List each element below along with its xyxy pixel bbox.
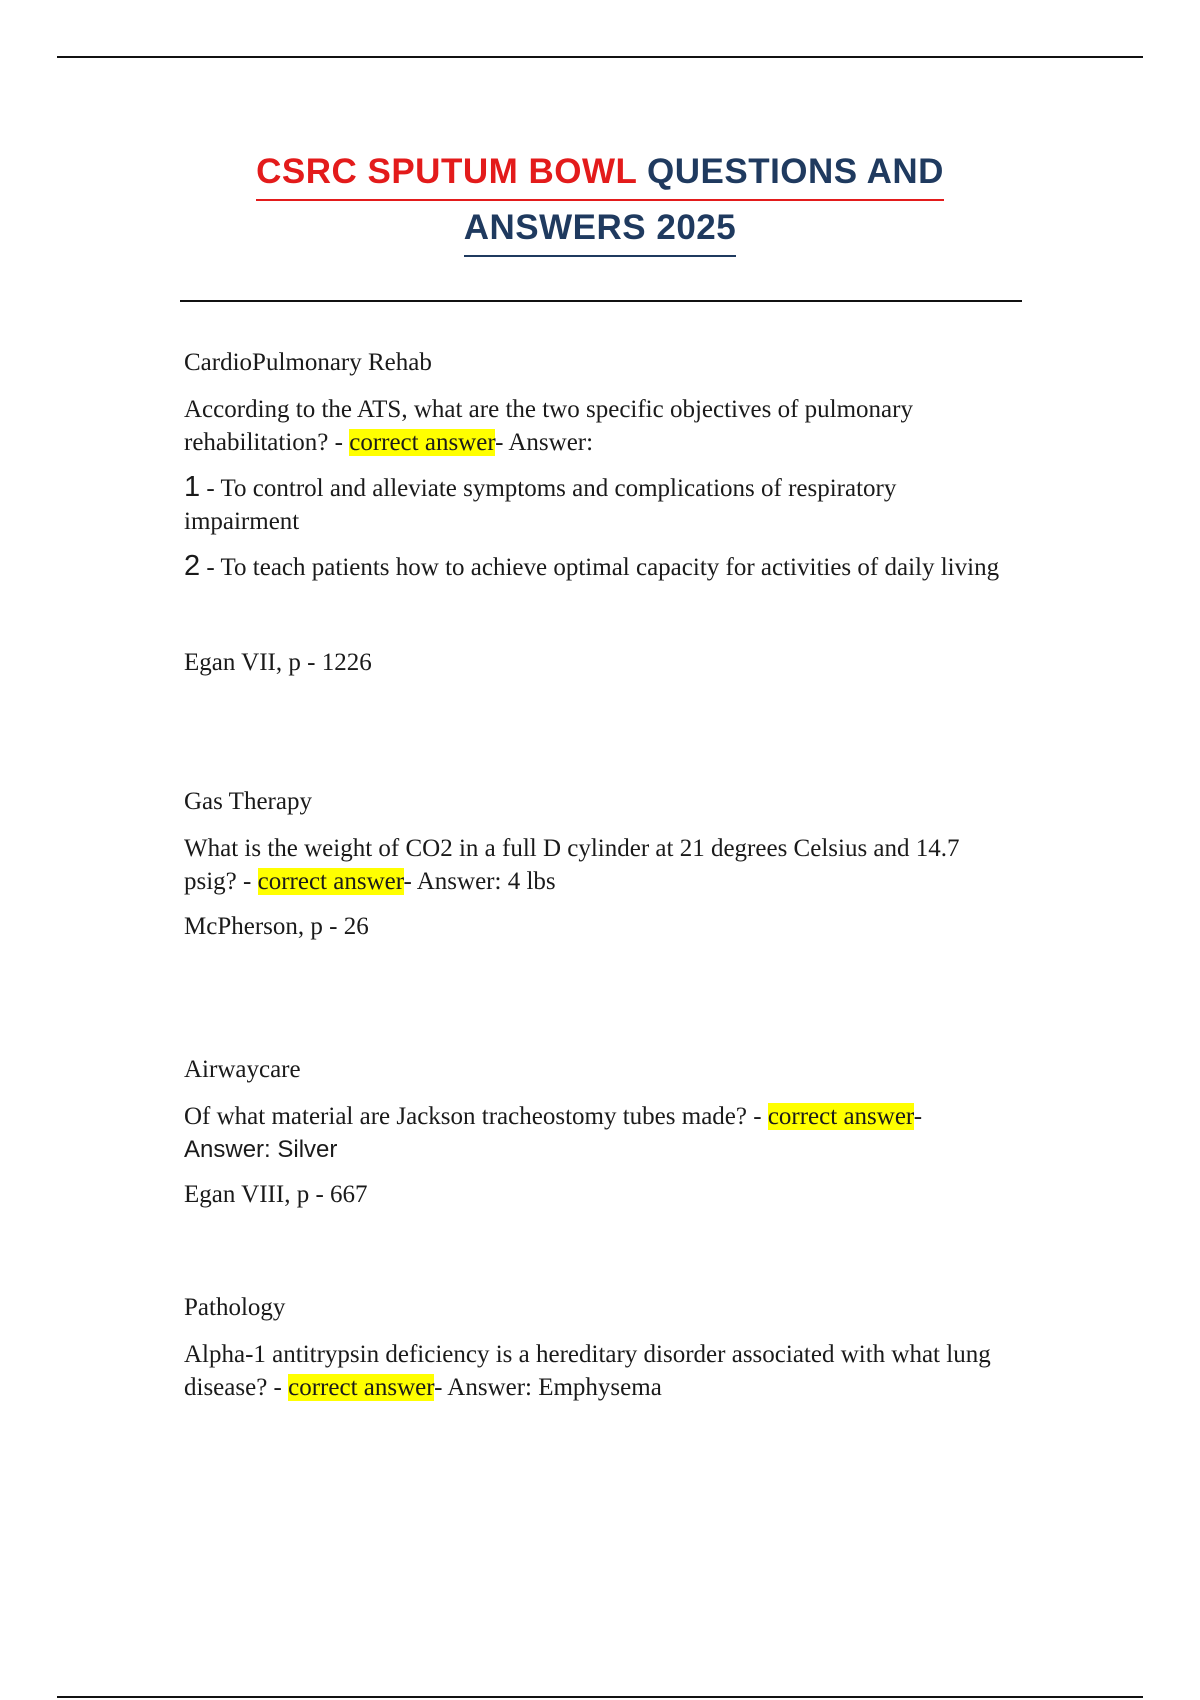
title-line-1: [256, 145, 944, 201]
answer-item: [184, 471, 1014, 538]
answer-line: Answer: Silver: [184, 1136, 338, 1163]
reference: McPherson, p - 26: [184, 913, 369, 940]
qa-section: [184, 346, 1014, 679]
answer-item: [184, 550, 1014, 584]
reference: Egan VIII, p - 667: [184, 1181, 368, 1208]
item-text: - To control and alleviate symptoms and complications of respiratory impairment: [184, 475, 897, 535]
bottom-rule: [57, 1696, 1143, 1698]
question: According to the ATS, what are the two specific objectives of pulmonary rehabilitation? -: [184, 396, 913, 456]
title-blue-part: QUESTIONS AND: [647, 152, 944, 191]
answer-label: - Answer:: [495, 429, 594, 456]
qa-section: [184, 1053, 1014, 1211]
answer-dash: -: [913, 1103, 923, 1130]
reference: Egan VII, p - 1226: [184, 649, 372, 676]
question: Alpha-1 antitrypsin deficiency is a hereditary disorder associated with what lung disease? -: [184, 1341, 991, 1401]
question-text: [184, 832, 1014, 898]
title-divider: [180, 300, 1022, 302]
document-title: [150, 145, 1050, 257]
correct-answer-highlight: correct answer: [767, 1103, 914, 1130]
section-topic: Airwaycare: [184, 1056, 301, 1083]
correct-answer-highlight: correct answer: [257, 868, 404, 895]
question-text: [184, 1100, 1014, 1166]
title-line-2: ANSWERS 2025: [464, 201, 736, 257]
section-topic: Pathology: [184, 1294, 286, 1321]
answer-label: - Answer: Emphysema: [434, 1374, 662, 1401]
title-red-part: CSRC SPUTUM BOWL: [256, 152, 637, 191]
item-text: - To teach patients how to achieve optimal capacity for activities of daily living: [200, 554, 1000, 581]
question-text: [184, 393, 1014, 459]
qa-section: [184, 785, 1014, 943]
section-topic: CardioPulmonary Rehab: [184, 349, 432, 376]
item-number: 1: [184, 471, 201, 503]
qa-section: [184, 1291, 1014, 1404]
item-number: 2: [184, 550, 201, 582]
question: What is the weight of CO2 in a full D cylinder at 21 degrees Celsius and 14.7 psig? -: [184, 835, 960, 895]
answer-label: - Answer: 4 lbs: [403, 868, 556, 895]
correct-answer-highlight: correct answer: [349, 429, 496, 456]
qa-content: [184, 346, 1014, 1416]
top-rule: [57, 56, 1143, 58]
question-text: [184, 1338, 1014, 1404]
section-topic: Gas Therapy: [184, 788, 312, 815]
correct-answer-highlight: correct answer: [288, 1374, 435, 1401]
question: Of what material are Jackson tracheostomy tubes made? -: [184, 1103, 768, 1130]
